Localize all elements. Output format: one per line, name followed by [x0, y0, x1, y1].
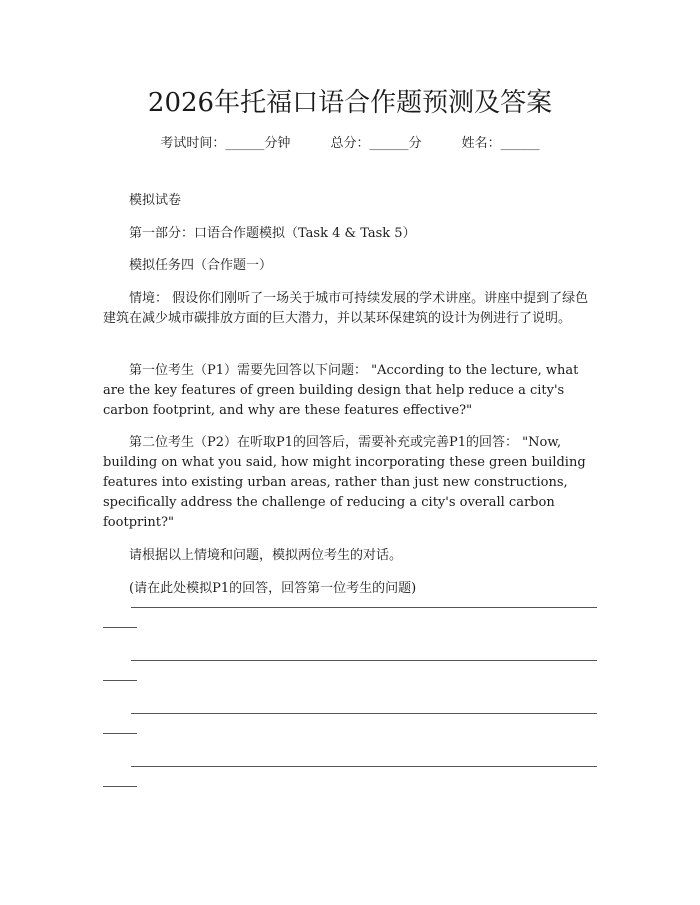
exam-time-label: 考试时间：	[160, 136, 226, 151]
answer-line	[103, 713, 597, 753]
part-one-heading: 第一部分：口语合作题模拟（Task 4 & Task 5）	[129, 226, 416, 241]
exam-info-row	[0, 132, 700, 151]
exam-time-unit: 分钟	[264, 136, 291, 151]
name-field	[462, 136, 540, 151]
page-title: 2026年托福口语合作题预测及答案	[147, 88, 553, 118]
task-four-heading: 模拟任务四（合作题一）	[129, 258, 273, 273]
scenario-paragraph: 情境： 假设你们刚听了一场关于城市可持续发展的学术讲座。讲座中提到了绿色建筑在减少城市碳排放方面的巨大潜力，并以某环保建筑的设计为例进行了说明。	[103, 291, 589, 326]
total-score-field	[330, 136, 421, 151]
instruction-paragraph: 请根据以上情境和问题，模拟两位考生的对话。	[129, 548, 403, 563]
name-blank: ______	[500, 136, 540, 151]
exam-time-field	[160, 136, 290, 151]
total-score-blank: ______	[369, 136, 409, 151]
answer-line	[103, 607, 597, 647]
total-score-unit: 分	[408, 136, 422, 151]
exam-time-blank: ______	[225, 136, 265, 151]
total-score-label: 总分：	[330, 136, 370, 151]
p2-prompt-paragraph: 第二位考生（P2）在听取P1的回答后，需要补充或完善P1的回答： "Now, building on what you said, how might incorporating these green building features into existing urban areas, rather than just new constructions, specifically address the challenge of reducing a city's overall carbon footprint?"	[103, 435, 586, 530]
p1-answer-hint: (请在此处模拟P1的回答，回答第一位考生的问题)	[129, 581, 417, 596]
section-mock-heading: 模拟试卷	[129, 193, 182, 208]
answer-line	[103, 660, 597, 700]
name-label: 姓名：	[461, 136, 501, 151]
answer-line	[103, 766, 597, 806]
p1-prompt-paragraph: 第一位考生（P1）需要先回答以下问题： "According to the lecture, what are the key features of green building design that help reduce a city's carbon footprint, and why are these features effective?"	[103, 363, 579, 418]
